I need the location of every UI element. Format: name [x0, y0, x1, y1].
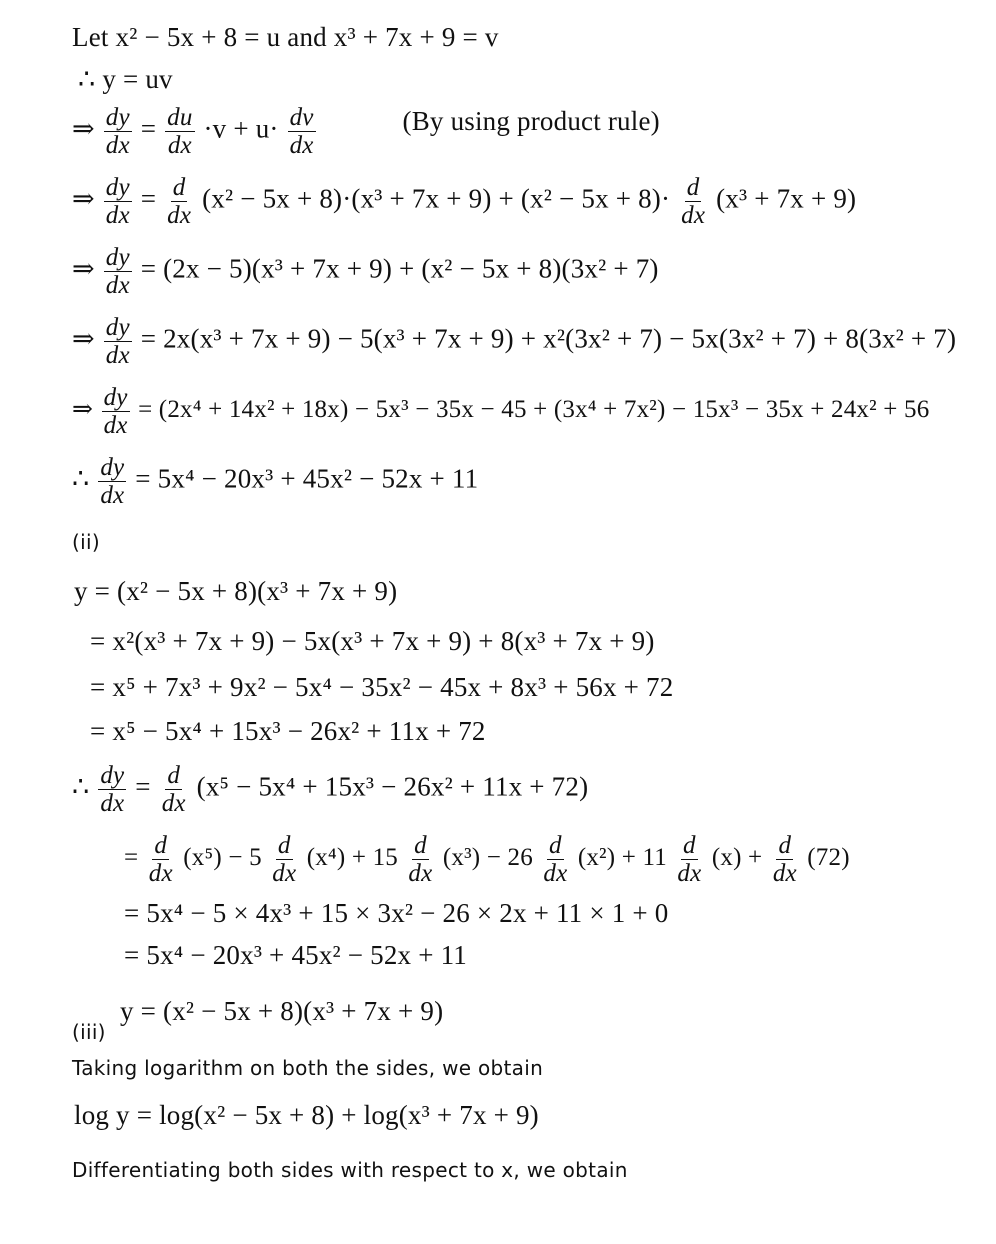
simplified-line: = x⁵ − 5x⁴ + 15x³ − 26x² + 11x + 72 — [90, 716, 486, 746]
numerator: d — [154, 832, 168, 859]
numerator: d — [167, 762, 181, 789]
denominator: dx — [677, 860, 702, 887]
denominator: dx — [105, 132, 130, 159]
numerator: dy — [105, 104, 130, 131]
implies-symbol: ⇒ — [72, 323, 95, 354]
denominator: dx — [161, 790, 186, 817]
function-line: y = (x² − 5x + 8)(x³ + 7x + 9) — [74, 576, 398, 606]
implies-symbol: ⇒ — [72, 396, 94, 424]
expression: = 2x(x³ + 7x + 9) − 5(x³ + 7x + 9) + x²(3x² + 7) − 5x(3x² + 7) + 8(3x² + 7) — [140, 323, 957, 354]
term-derivative-line — [124, 832, 850, 887]
du-dx-fraction — [165, 104, 194, 159]
numerator: d — [683, 832, 696, 859]
denominator: dx — [105, 342, 130, 369]
denominator: dx — [272, 860, 297, 887]
denominator: dx — [167, 132, 192, 159]
dy-dx-fraction — [104, 314, 132, 369]
equals-sign: = — [140, 113, 157, 144]
expression-tail: (x³ + 7x + 9) — [716, 183, 857, 214]
numerator: dy — [105, 314, 130, 341]
denominator: dx — [148, 860, 173, 887]
part-iii-label: (iii) — [72, 1020, 106, 1044]
numerator: d — [549, 832, 562, 859]
numerator: d — [277, 832, 291, 859]
d-dx-fraction — [147, 832, 175, 887]
equals-sign: = — [124, 844, 139, 872]
denominator: dx — [103, 412, 128, 439]
expression: = (2x − 5)(x³ + 7x + 9) + (x² − 5x + 8)(3x² + 7) — [140, 253, 659, 284]
denominator: dx — [543, 860, 568, 887]
dv-dx-fraction — [288, 104, 316, 159]
numerator: d — [414, 832, 427, 859]
implies-symbol: ⇒ — [72, 253, 95, 284]
d-dx-fraction — [675, 832, 703, 887]
product-middle: ·v + u· — [203, 113, 279, 144]
equals-sign: = — [135, 771, 151, 802]
numerator: dy — [100, 454, 125, 481]
numerator: du — [167, 104, 193, 131]
expression: (x⁵ − 5x⁴ + 15x³ − 26x² + 11x + 72) — [196, 771, 589, 802]
distributed-step-line — [72, 314, 956, 369]
dy-dx-fraction — [104, 244, 132, 299]
logarithm-line: log y = log(x² − 5x + 8) + log(x³ + 7x + 9) — [74, 1100, 539, 1130]
expansion-line: = x²(x³ + 7x + 9) − 5x(x³ + 7x + 9) + 8(x³ + 7x + 9) — [90, 626, 655, 656]
implies-symbol: ⇒ — [72, 183, 95, 214]
dy-dx-fraction — [104, 174, 132, 229]
term: (x⁴) + 15 — [306, 844, 398, 872]
numerator: dv — [289, 104, 314, 131]
product-rule-note: (By using product rule) — [402, 105, 660, 136]
function-line: y = (x² − 5x + 8)(x³ + 7x + 9) — [120, 996, 444, 1026]
denominator: dx — [167, 202, 192, 229]
product-definition-line: ∴ y = uv — [78, 64, 173, 94]
d-dx-fraction — [406, 832, 434, 887]
therefore-symbol: ∴ — [72, 771, 90, 802]
d-dx-fraction — [679, 174, 707, 229]
denominator: dx — [289, 132, 314, 159]
numerator: d — [172, 174, 186, 201]
expanded-step-line — [72, 384, 929, 439]
numerator: d — [686, 174, 700, 201]
equals-sign: = — [140, 183, 157, 214]
d-dx-fraction — [771, 832, 799, 887]
derivative-line — [72, 762, 588, 817]
denominator: dx — [100, 482, 125, 509]
numerator: dy — [103, 384, 128, 411]
derivative-step-line — [72, 244, 659, 299]
numerator: dy — [105, 174, 130, 201]
logarithm-instruction: Taking logarithm on both the sides, we obtain — [72, 1056, 544, 1080]
derivative-expansion-line — [72, 174, 856, 229]
denominator: dx — [100, 790, 125, 817]
dy-dx-fraction — [98, 454, 126, 509]
d-dx-fraction — [270, 832, 298, 887]
evaluation-line: = 5x⁴ − 5 × 4x³ + 15 × 3x² − 26 × 2x + 11 × 1 + 0 — [124, 898, 669, 928]
denominator: dx — [408, 860, 433, 887]
numerator: dy — [100, 762, 125, 789]
dy-dx-fraction — [102, 384, 130, 439]
product-rule-line — [72, 104, 660, 159]
denominator: dx — [772, 860, 797, 887]
d-dx-fraction — [165, 174, 193, 229]
term: (72) — [807, 844, 850, 872]
d-dx-fraction — [160, 762, 188, 817]
therefore-symbol: ∴ — [72, 463, 90, 494]
dy-dx-fraction — [104, 104, 132, 159]
differentiation-instruction: Differentiating both sides with respect to x, we obtain — [72, 1158, 628, 1182]
term: (x⁵) − 5 — [183, 844, 262, 872]
expression: = 5x⁴ − 20x³ + 45x² − 52x + 11 — [135, 463, 479, 494]
implies-symbol: ⇒ — [72, 113, 95, 144]
substitution-line: Let x² − 5x + 8 = u and x³ + 7x + 9 = v — [72, 22, 499, 52]
expression-part: (x² − 5x + 8)·(x³ + 7x + 9) + (x² − 5x + 8)· — [202, 183, 671, 214]
denominator: dx — [105, 202, 130, 229]
dy-dx-fraction — [98, 762, 126, 817]
numerator: dy — [105, 244, 130, 271]
result-line — [72, 454, 478, 509]
term: (x²) + 11 — [577, 844, 667, 872]
numerator: d — [778, 832, 792, 859]
expansion-line: = x⁵ + 7x³ + 9x² − 5x⁴ − 35x² − 45x + 8x³ + 56x + 72 — [90, 672, 674, 702]
term: (x) + — [711, 844, 763, 872]
part-ii-label: (ii) — [72, 530, 100, 554]
denominator: dx — [105, 272, 130, 299]
term: (x³) − 26 — [442, 844, 533, 872]
final-result-line: = 5x⁴ − 20x³ + 45x² − 52x + 11 — [124, 940, 467, 970]
expression: = (2x⁴ + 14x² + 18x) − 5x³ − 35x − 45 + (3x⁴ + 7x²) − 15x³ − 35x + 24x² + 56 — [138, 396, 930, 424]
d-dx-fraction — [541, 832, 569, 887]
denominator: dx — [681, 202, 706, 229]
